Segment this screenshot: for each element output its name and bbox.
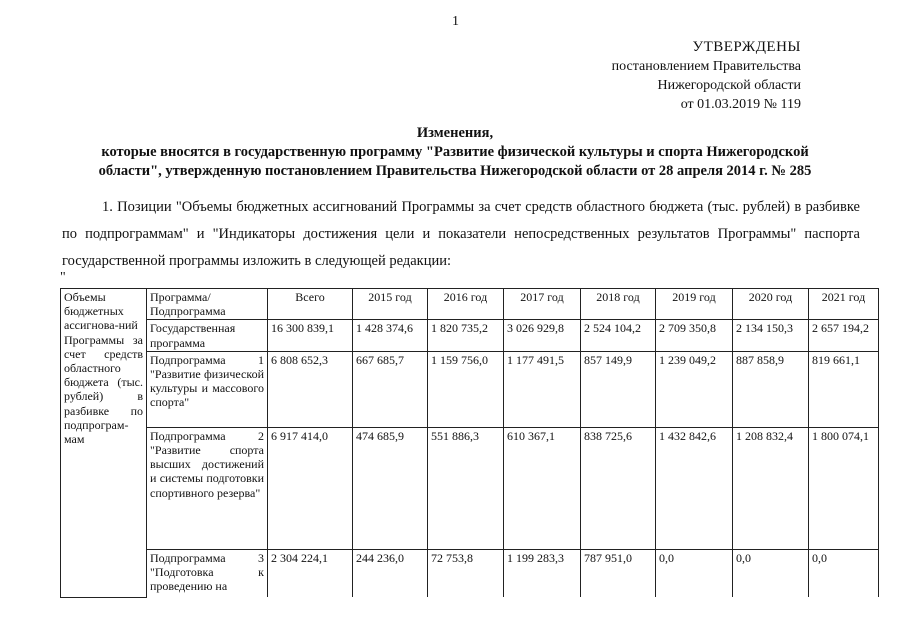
cell-total: 16 300 839,1 (268, 320, 353, 351)
cell-2017: 1 199 283,3 (504, 549, 581, 597)
cell-2020: 2 134 150,3 (733, 320, 809, 351)
cell-2019: 1 239 049,2 (656, 351, 733, 427)
opening-quote: " (60, 270, 66, 285)
column-header-2015: 2015 год (353, 289, 428, 320)
title-line-2: которые вносятся в государственную программу "Развитие физической культуры и спорта Нижегородской (101, 144, 809, 160)
cell-total: 6 808 652,3 (268, 351, 353, 427)
cell-2017: 3 026 929,8 (504, 320, 581, 351)
row-header-cell: Объемы бюджетных ассигнова-ний Программы за счет средств областного бюджета (тыс. рублей) в разбивке по подпрограм-мам (61, 289, 147, 598)
column-header-2018: 2018 год (581, 289, 656, 320)
table-header-row (61, 289, 879, 320)
cell-2015: 667 685,7 (353, 351, 428, 427)
approval-line-2: Нижегородской области (657, 78, 801, 93)
cell-2018: 787 951,0 (581, 549, 656, 597)
table-row (61, 351, 879, 427)
column-header-2020: 2020 год (733, 289, 809, 320)
budget-table (60, 288, 879, 598)
row-name: Подпрограмма 1 "Развитие физической культуры и массового спорта" (147, 351, 268, 427)
approval-block (541, 38, 801, 114)
cell-2018: 2 524 104,2 (581, 320, 656, 351)
cell-2016: 551 886,3 (428, 427, 504, 549)
cell-2020: 1 208 832,4 (733, 427, 809, 549)
row-name: Подпрограмма 2 "Развитие спорта высших достижений и системы подготовки спортивного резерва" (147, 427, 268, 549)
column-header-total: Всего (268, 289, 353, 320)
cell-2021: 0,0 (809, 549, 879, 597)
title-line-1: Изменения, (416, 125, 494, 141)
cell-2015: 474 685,9 (353, 427, 428, 549)
column-header-2016: 2016 год (428, 289, 504, 320)
column-header-2017: 2017 год (504, 289, 581, 320)
cell-2019: 1 432 842,6 (656, 427, 733, 549)
title-line-3: области", утвержденную постановлением Правительства Нижегородской области от 28 апреля 2014 г. № 285 (98, 163, 812, 179)
table-row (61, 549, 879, 597)
cell-2015: 1 428 374,6 (353, 320, 428, 351)
page-number: 1 (452, 14, 459, 29)
approval-line-1: постановлением Правительства (611, 59, 801, 74)
cell-2018: 838 725,6 (581, 427, 656, 549)
cell-2017: 610 367,1 (504, 427, 581, 549)
column-header-program: Программа/ Подпрограмма (147, 289, 268, 320)
approval-line-3: от 01.03.2019 № 119 (680, 97, 801, 112)
document-title (40, 124, 870, 181)
table-row (61, 320, 879, 351)
column-header-2019: 2019 год (656, 289, 733, 320)
cell-2015: 244 236,0 (353, 549, 428, 597)
cell-2019: 0,0 (656, 549, 733, 597)
approval-heading: УТВЕРЖДЕНЫ (692, 39, 801, 55)
cell-2021: 1 800 074,1 (809, 427, 879, 549)
cell-2020: 0,0 (733, 549, 809, 597)
cell-2021: 819 661,1 (809, 351, 879, 427)
cell-2018: 857 149,9 (581, 351, 656, 427)
paragraph-1: 1. Позиции "Объемы бюджетных ассигнований Программы за счет средств областного бюджета (тыс. рублей) в разбивке по подпрограммам" и "Индикаторы достижения цели и показатели непосредственных результатов Программы" паспорта государственной программы изложить в следующей редакции: (62, 199, 860, 269)
cell-2021: 2 657 194,2 (809, 320, 879, 351)
column-header-2021: 2021 год (809, 289, 879, 320)
table-row (61, 427, 879, 549)
cell-2016: 1 159 756,0 (428, 351, 504, 427)
cell-total: 2 304 224,1 (268, 549, 353, 597)
cell-2016: 72 753,8 (428, 549, 504, 597)
cell-2019: 2 709 350,8 (656, 320, 733, 351)
cell-2017: 1 177 491,5 (504, 351, 581, 427)
row-name: Государственная программа (147, 320, 268, 351)
cell-total: 6 917 414,0 (268, 427, 353, 549)
row-name: Подпрограмма 3 "Подготовка к проведению на (147, 549, 268, 597)
cell-2016: 1 820 735,2 (428, 320, 504, 351)
cell-2020: 887 858,9 (733, 351, 809, 427)
